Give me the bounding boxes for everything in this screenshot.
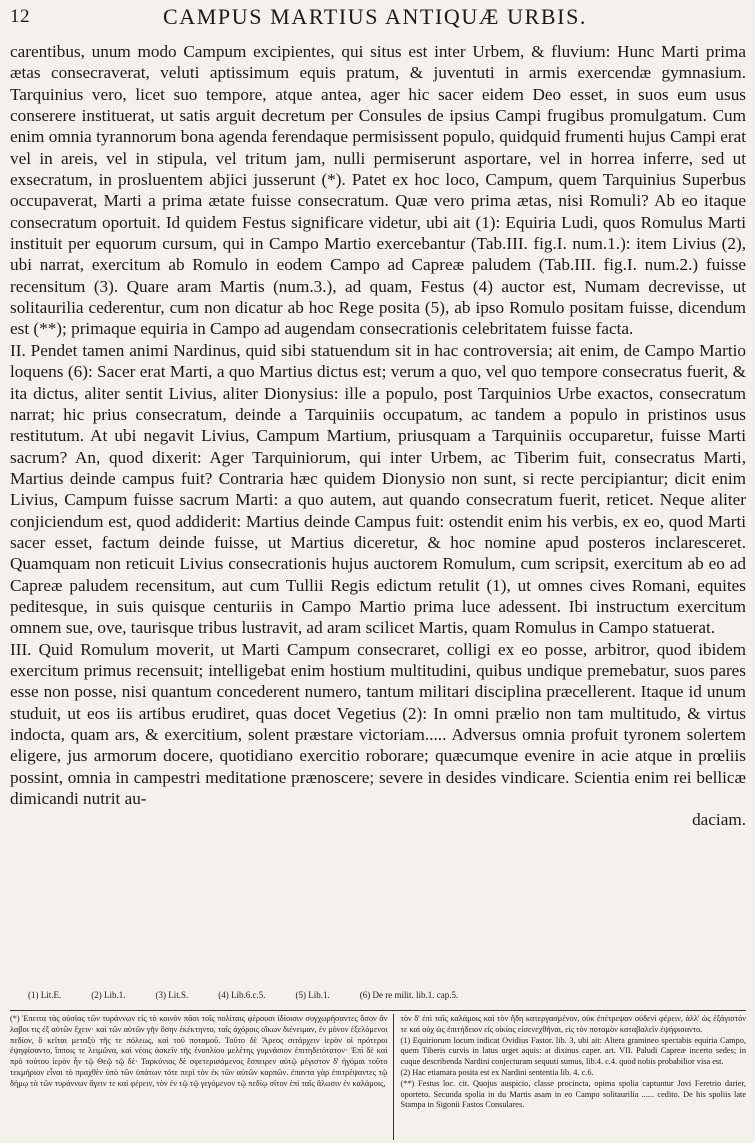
footnote-ref: (1) Lit.E. xyxy=(28,990,62,1000)
notes-divider xyxy=(10,1010,746,1011)
footnote-ref: (2) Lib.1. xyxy=(91,990,126,1000)
paragraph-3: III. Quid Romulum moverit, ut Marti Campum consecraret, colligi ex eo posse, arbitror, quod ibidem exercitum primus recensuit; intelligebat enim hostium multitudini, quibus undique premebatur, suos pares esse non posse, nisi quantum concederent numero, tantum militari disciplina præcellerent. Itaque id unum studuit, ut eos iis artibus erudiret, quas docet Vegetius (2): In omni prælio non tam multitudo, & virtus indocta, quam ars, & exercitium, solent præstare victoriam..... Adversus omnia profuit tyronem solertem eligere, jus armorum docere, quotidiano exercitio roborare; quæcumque evenire in acie atque in prœliis possint, omnia in campestri meditatione prænoscere; severe in desides vindicare. Scientia enim rei bellicæ dimicandi nutrit au- xyxy=(10,639,746,809)
main-text xyxy=(10,41,746,831)
catchword-line: daciam. xyxy=(692,810,746,830)
note-double-star: (**) Festus loc. cit. Quojus auspicio, classe procincta, opima spolia captuntur Jovi Feretrio darier, oporteto. Secunda spolia in du Martis asam in eo Campo solitaurilia ...... cedito. De his spoliis late Stampa in Sigonii Fastos Consulares. xyxy=(400,1078,746,1110)
note-2: (2) Hac etiamara posita est ex Nardini sententia lib. 4. c.6. xyxy=(400,1067,594,1077)
page-number: 12 xyxy=(10,6,30,27)
notes-area xyxy=(10,1014,746,1140)
running-title: CAMPUS MARTIUS ANTIQUÆ URBIS. xyxy=(163,4,588,29)
notes-right-column xyxy=(394,1014,746,1140)
greek-note-column: (*) Ἐπειτα τὰς οὐσίας τῶν τυράννων εἰς τὸ κοινὸν πᾶσι τοῖς πολίταις φέρουσι ἰδίοισιν συγχωρήσαντες ὅσον ἂν λαβοι τις ἐξ αὐτῶν ἔχειν· καὶ τῶν αὐτῶν γῆν ὅσην ἐκέκτηντο, ταῖς ἀχόροις οἴκων διένειμαν, ἐν μόνον ἐξελόμενοι πεδίον, ὃ κεῖται μεταξὺ τῆς τε πόλεως, καὶ τοῦ ποταμοῦ. Τοῦτο δὲ Ἄρεος σιτάρχειν ἱερὸν οἱ πρότεροι ἐψηφίσαντο, ἵπποις τε λειμῶνα, καὶ νέοις ἀσκεῖν τῆς ἐνοπλίου μελέτης γυμνάσιον ἐπιτηδειότατον· Ἐπὶ δὲ καὶ πρὸ τούτου ἱερὸν ἦν τῷ Θεῷ τῷ δέ· Ταρκύνιος δὲ σφετερισάμενος ἔσπειρεν αὐτῷ μέγιστον δ' ἠγόμαι τοῦτο τεκμήριον εἶναι τὸ πραχθὲν ὑπὸ τῶν ὑπάτων τότε περὶ τὸν ἐκ τῶν αὐτῶν καρπῶν. ἐπαντα γὰρ ἐπιτρέψαντες τῷ δήμῳ τὰ τῶν τυράννων ἄγειν τε καὶ φέρειν, τὸν ἐν τῷ τῷ γεγόμενον τῷ πεδίῳ σῖτον ἐπὶ ταῖς ἅλωσιν ἐν καλάμοις, xyxy=(10,1014,394,1140)
footnote-references xyxy=(28,990,728,1000)
note-1: (1) Equiriorum locum indicat Ovidius Fastor. lib. 3, ubi ait: Altera gramineo spectabis equiria Campo, quem Tiberis curvis in latus urget aquis: at dixinus caper. art. VII. Paludi Capreæ incerto sedes; in cuque describenda Nardini conjecturam sequuti sumus, lib.4. c.4. quod nobis probabilior visa est. xyxy=(400,1035,746,1067)
footnote-ref: (3) Lit.S. xyxy=(155,990,189,1000)
paragraph-1: carentibus, unum modo Campum excipientes, qui situs est inter Urbem, & fluvium: Hunc Marti prima ætas consecraverat, veluti aptissimum equis pratum, & juventuti in armis exercendæ gymnasium. Tarquinius vero, licet suo tempore, atque antea, ager hic sacer eidem Deo esset, in suos eum usus conserere instituerat, ut satis arguit decretum per Consules de ipsius Campi frugibus promulgatum. Cum enim omnia tyrannorum bona agenda ferendaque permisissent populo, quidquid frumenti hujus Campi erat vel in areis, vel in stipula, vel tritum jam, nulli permiserunt asportare, vel in horrea inferre, sed ut exsecratum, in prosluentem abjici jusserunt (*). Patet ex hoc loco, Campum, quem Tarquinius Superbus occupaverat, Marti a prima ætate fuisse consecratum. Quæ vero prima ætas, nisi Romuli? Ab eo itaque consecratum oportuit. Id quidem Festus significare videtur, ubi ait (1): Equiria Ludi, quos Romulus Marti instituit per equorum cursum, qui in Campo Martio exercebantur (Tab.III. fig.I. num.1.): item Livius (2), ubi narrat, exercitum ab Romulo in eodem Campo ad Capreæ paludem (Tab.III. fig.I. num.2.) fuisse recensitum (3). Quare aram Martis (num.3.), ad quam, Festus (4) auctor est, Numam decrevisse, ut solitaurilia cederentur, cum non dicatur ab hoc Rege posita (5), ab ipso Romulo positam fuisse, dicendum est (**); primaque equiria in Campo ad augendam consecrationis celebritatem fuisse facta. xyxy=(10,42,746,339)
footnote-ref: (4) Lib.6.c.5. xyxy=(218,990,266,1000)
paragraph-2: II. Pendet tamen animi Nardinus, quid sibi statuendum sit in hac controversia; ait enim, de Campo Martio loquens (6): Sacer erat Marti, a quo Martius dictus est; verum a quo, vel quo tempore consecratus fuerit, & ita dictus, aliter sentit Livius, aliter Dionysius: ille a populo, post Tarquinios Urbe exactos, consecratum narrat; hic prius consecratum, deinde a Tarquiniis occupatum, ac tandem a populo in pristinos usus restitutum. At ubi negavit Livius, Campum Martium, priusquam a Tarquiniis occuparetur, fuisse Marti sacrum? An, quod dixerit: Ager Tarquiniorum, qui inter Urbem, ac Tiberim fuit, consecratus Marti, Martius deinde campus fuit? Contraria hæc quidem Dionysio non sunt, si recte percipiantur; dicit enim Livius, Campum fuisse sacrum Marti: a quo autem, aut quando consecratum fuerit, reticet. Neque aliter conjiciendum est, quod addiderit: Martius deinde Campus fuit: ostendit enim his verbis, ex eo, quod Marti sacer esset, factum deinde fuisse, ut Martius diceretur, & hoc nomine apud posteros inclaresceret. Quamquam non reticuit Livius consecrationis hujus auctorem Romulum, cum scripsit, exercitum ab eo ad Capreæ paludem recensitum, aut cum Tullii Regis edictum retulit (1), ut omnes cives Romani, equites peditesque, in suis quisque centuriis in Campo Martio prima luce adessent. Ibi instructum exercitum omnem sue, ove, taurisque tribus lustravit, ad aram scilicet Martis, quam Romulus in Campo statuerat. xyxy=(10,340,746,638)
page-header xyxy=(8,2,748,36)
note-greek-continuation: τὸν δ' ἐπὶ ταῖς καλάμοις καὶ τὸν ἤδη κατεργασμένον, οὐκ ἐπέτρεψαν οὐδενὶ φέρειν, ἀλλ' ὡς ἐξάγιστόν τε καὶ οὐχ ὡς ἐπιτήδειον εἰς οἰκίας εἰσενεχθῆναι, εἰς τὸν ποταμὸν καταβαλεῖν ἐψήφισαντο. xyxy=(400,1014,746,1034)
footnote-ref: (5) Lib.1. xyxy=(295,990,330,1000)
footnote-ref: (6) De re milit. lib.1. cap.5. xyxy=(359,990,459,1000)
